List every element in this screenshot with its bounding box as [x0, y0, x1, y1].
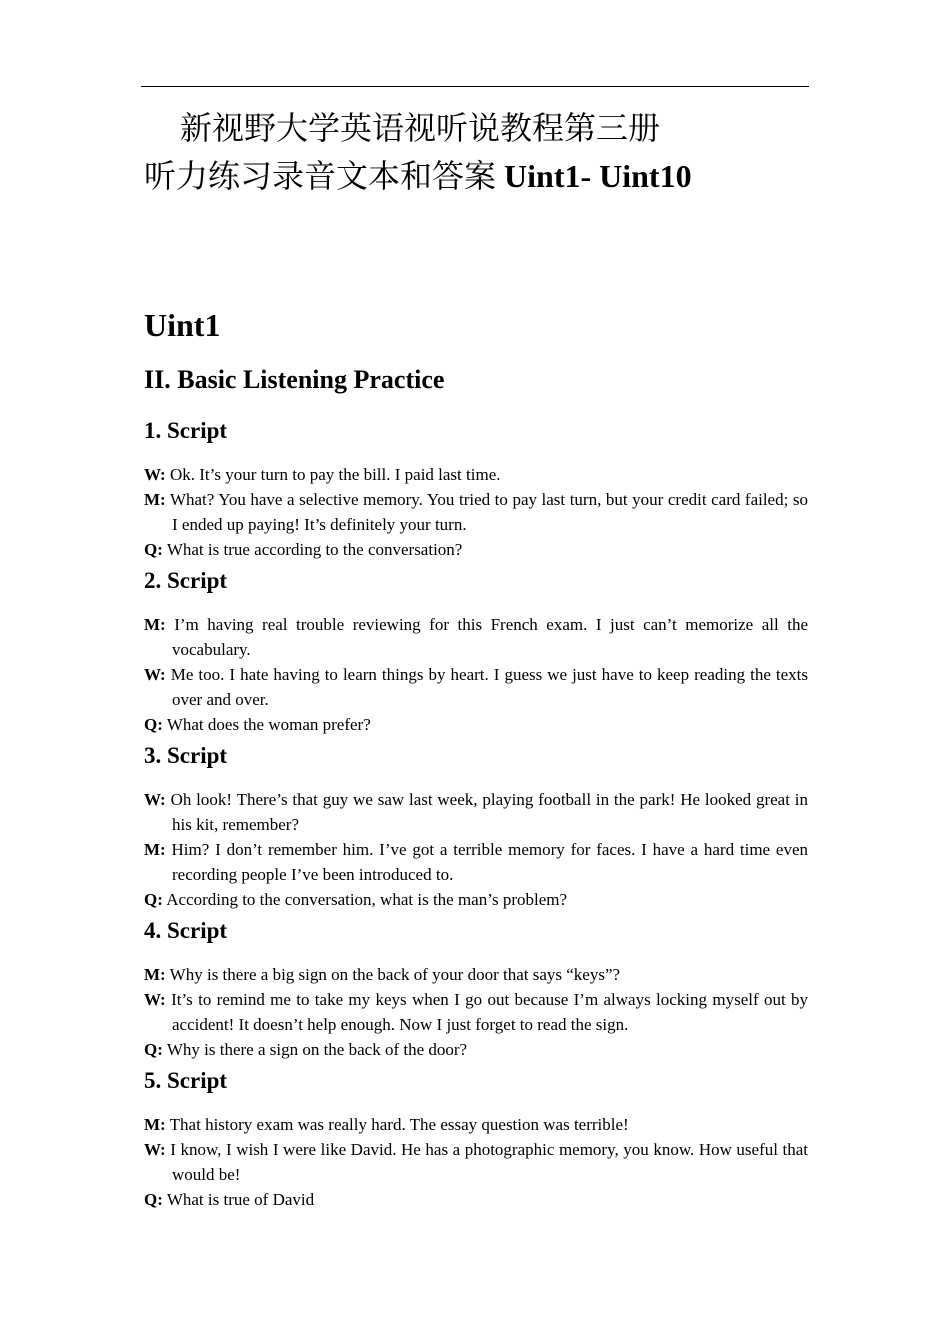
dialog-line: [144, 837, 808, 887]
speaker-label: W:: [144, 465, 166, 484]
document-title: [144, 104, 824, 200]
dialog-line: [144, 787, 808, 837]
dialog-text: What does the woman prefer?: [166, 715, 371, 734]
script-heading: 4. Script: [144, 918, 228, 943]
dialog-line: [144, 662, 808, 712]
speaker-label: M:: [144, 965, 166, 984]
dialog-lines: [144, 962, 808, 1062]
dialog-line: [144, 887, 808, 912]
header-rule: [141, 86, 809, 87]
script-heading: 3. Script: [144, 743, 228, 768]
section-heading: II. Basic Listening Practice: [144, 365, 445, 394]
unit-heading: Uint1: [144, 307, 221, 343]
dialog-line: [144, 1137, 808, 1187]
dialog-text: Why is there a big sign on the back of your door that says “keys”?: [169, 965, 621, 984]
dialog-text: What is true according to the conversation?: [166, 540, 463, 559]
dialog-text: That history exam was really hard. The essay question was terrible!: [169, 1115, 629, 1134]
dialog-text: It’s to remind me to take my keys when I go out because I’m always locking myself out by accident! It doesn’t help enough. Now I just forget to read the sign.: [171, 990, 808, 1034]
speaker-label: Q:: [144, 1190, 163, 1209]
dialog-text: What? You have a selective memory. You tried to pay last turn, but your credit card failed; so I ended up paying! It’s definitely your turn.: [169, 490, 808, 534]
dialog-text: I’m having real trouble reviewing for this French exam. I just can’t memorize all the vocabulary.: [172, 615, 808, 659]
title-line-1: 新视野大学英语视听说教程第三册: [180, 110, 661, 146]
speaker-label: M:: [144, 840, 166, 859]
speaker-label: M:: [144, 490, 166, 509]
dialog-lines: [144, 612, 808, 737]
document-body: [144, 302, 808, 1212]
script-list: [144, 414, 808, 1212]
speaker-label: M:: [144, 1115, 166, 1134]
dialog-line: [144, 612, 808, 662]
title-line-2-chinese: 听力练习录音文本和答案: [144, 158, 497, 194]
dialog-line: [144, 987, 808, 1037]
speaker-label: Q:: [144, 890, 163, 909]
dialog-lines: [144, 1112, 808, 1212]
script-block-1: [144, 414, 808, 562]
dialog-line: [144, 462, 808, 487]
speaker-label: Q:: [144, 1040, 163, 1059]
script-block-3: [144, 739, 808, 912]
title-line-2-english: Uint1- Uint10: [504, 158, 692, 194]
speaker-label: W:: [144, 790, 166, 809]
script-heading: 5. Script: [144, 1068, 228, 1093]
script-block-5: [144, 1064, 808, 1212]
dialog-line: [144, 1037, 808, 1062]
script-heading: 1. Script: [144, 418, 228, 443]
speaker-label: Q:: [144, 540, 163, 559]
dialog-text: I know, I wish I were like David. He has a photographic memory, you know. How useful that would be!: [170, 1140, 809, 1184]
dialog-line: [144, 537, 808, 562]
speaker-label: W:: [144, 990, 166, 1009]
dialog-text: Ok. It’s your turn to pay the bill. I paid last time.: [169, 465, 501, 484]
title-line-2: [144, 152, 824, 200]
dialog-lines: [144, 787, 808, 912]
dialog-text: Oh look! There’s that guy we saw last week, playing football in the park! He looked great in his kit, remember?: [170, 790, 809, 834]
speaker-label: Q:: [144, 715, 163, 734]
dialog-text: Why is there a sign on the back of the door?: [166, 1040, 468, 1059]
dialog-text: Him? I don’t remember him. I’ve got a terrible memory for faces. I have a hard time even recording people I’ve been introduced to.: [171, 840, 809, 884]
dialog-line: [144, 1112, 808, 1137]
dialog-text: Me too. I hate having to learn things by heart. I guess we just have to keep reading the texts over and over.: [170, 665, 808, 709]
dialog-text: What is true of David: [166, 1190, 315, 1209]
dialog-lines: [144, 462, 808, 562]
dialog-line: [144, 1187, 808, 1212]
script-block-2: [144, 564, 808, 737]
dialog-text: According to the conversation, what is the man’s problem?: [166, 890, 568, 909]
dialog-line: [144, 712, 808, 737]
speaker-label: W:: [144, 665, 166, 684]
speaker-label: M:: [144, 615, 166, 634]
speaker-label: W:: [144, 1140, 166, 1159]
script-heading: 2. Script: [144, 568, 228, 593]
script-block-4: [144, 914, 808, 1062]
dialog-line: [144, 487, 808, 537]
dialog-line: [144, 962, 808, 987]
